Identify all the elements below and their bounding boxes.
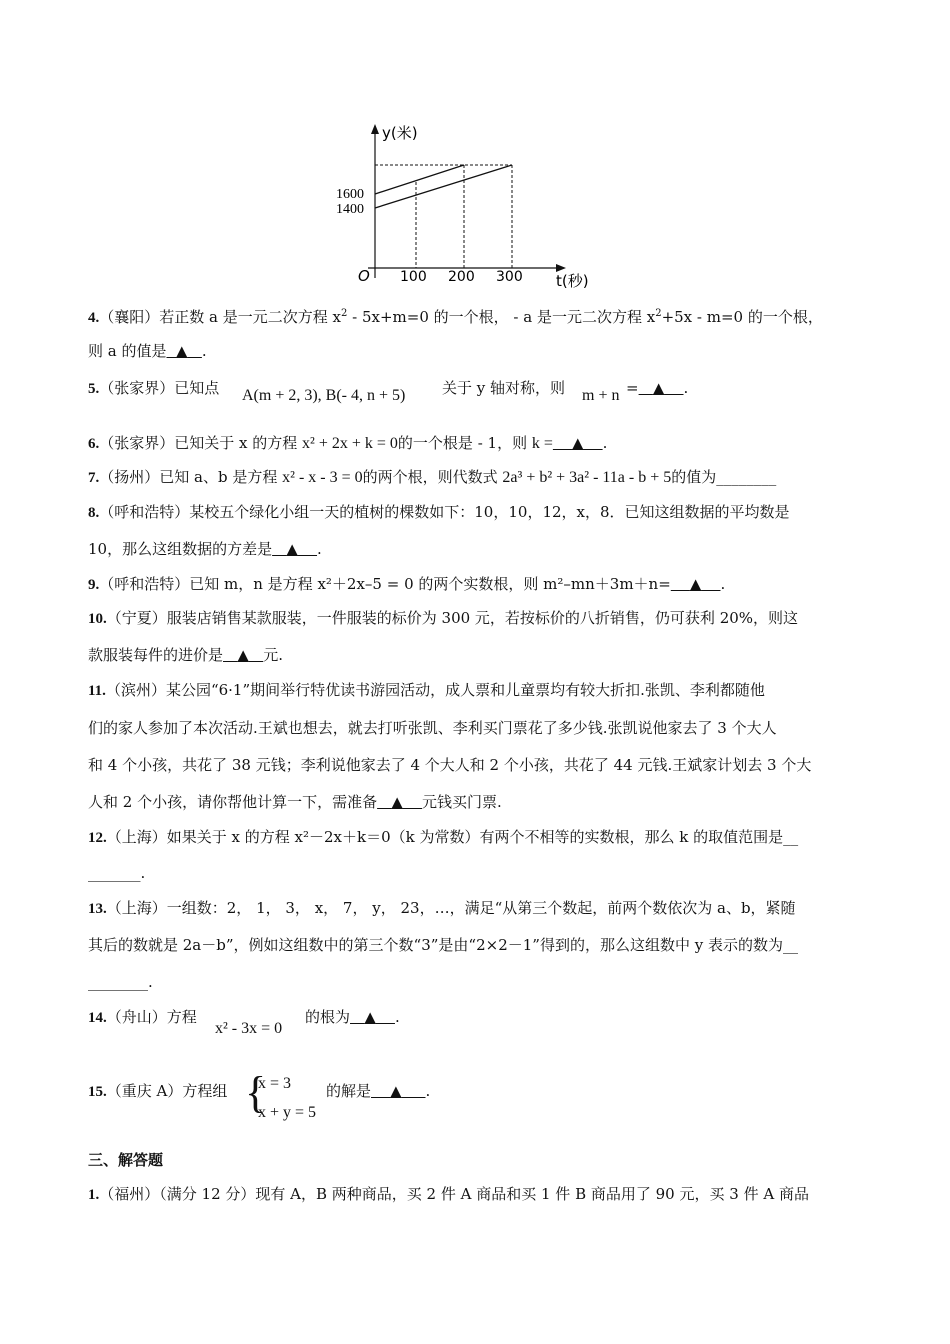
q8-number: 8. <box>88 505 100 521</box>
y-tick-1400: 1400 <box>336 202 364 217</box>
q9-number: 9. <box>88 577 100 593</box>
question-11-line4: 人和 2 个小孩，请你帮他计算一下，需准备 ▲ 元钱买门票. <box>88 793 502 811</box>
q6-number: 6. <box>88 436 100 452</box>
q5-expr: m + n <box>582 387 620 404</box>
q14-tail: 的根为 ▲ . <box>305 1008 400 1026</box>
x-tick-100: 100 <box>400 269 427 285</box>
q12-number: 12. <box>88 830 107 846</box>
answer-blank[interactable]: ▲ <box>364 1008 376 1026</box>
question-11-line2: 们的家人参加了本次活动.王斌也想去，就去打听张凯、李利买门票花了多少钱.张凯说他家去了 3 个大人 <box>88 719 777 737</box>
q7-expression: 2a³ + b² + 3a² - 11a - b + 5 <box>502 469 672 486</box>
answer-blank[interactable]: ▲ <box>391 793 403 811</box>
q7-equation: x² - x - 3 = 0 <box>282 469 363 486</box>
y-axis-label: y(米) <box>382 124 418 142</box>
q5-number: 5. <box>88 381 100 397</box>
x-tick-200: 200 <box>448 269 475 285</box>
question-11-line3: 和 4 个小孩，共花了 38 元钱；李利说他家去了 4 个大人和 2 个小孩，共花了 44 元钱.王斌家计划去 3 个大 <box>88 756 812 774</box>
y-axis-arrow <box>371 124 379 134</box>
question-12-line2: _______. <box>88 864 146 882</box>
q5-points: A(m + 2, 3), B(- 4, n + 5) <box>242 387 406 404</box>
x-axis-arrow <box>556 264 566 272</box>
q11-number: 11. <box>88 683 106 699</box>
question-6: 6.（张家界）已知关于 x 的方程 x² + 2x + k = 0的一个根是 - 1，则 k = ▲ . <box>88 434 608 452</box>
line-1600-start <box>375 165 464 194</box>
distance-time-graph <box>330 118 610 293</box>
p1-number: 1. <box>88 1187 100 1203</box>
question-10-line2: 款服装每件的进价是 ▲ 元. <box>88 646 283 664</box>
q5-mid: 关于 y 轴对称，则 <box>442 379 566 397</box>
q4-text-b: - 5x+m=0 的一个根， - a 是一元二次方程 x <box>347 308 656 326</box>
x-tick-300: 300 <box>496 269 523 285</box>
q4-line2: 则 a 的值是 <box>88 342 167 360</box>
q4-text-a: 若正数 a 是一元二次方程 x <box>159 308 341 326</box>
q13-number: 13. <box>88 901 107 917</box>
q4-number: 4. <box>88 310 100 326</box>
q7-number: 7. <box>88 470 100 486</box>
answer-blank[interactable]: ▲ <box>176 342 188 360</box>
question-13-line2: 其后的数就是 2a－b”，例如这组数中的第三个数“3”是由“2×2－1”得到的，那么这组数中 y 表示的数为__ <box>88 936 798 954</box>
section-title: 三、解答题 <box>88 1151 164 1169</box>
answer-blank[interactable]: ▲ <box>652 379 665 397</box>
q5-source: （张家界） <box>99 379 175 397</box>
question-7: 7.（扬州）已知 a、b 是方程 x² - x - 3 = 0的两个根，则代数式 2a³ + b² + 3a² - 11a - b + 5的值为________ <box>88 468 777 486</box>
question-4-line2: 则 a 的值是 ▲ . <box>88 342 207 360</box>
system-brace: { <box>245 1068 267 1117</box>
question-14: 14.（舟山）方程 <box>88 1008 197 1026</box>
problem-1: 1.（福州）（满分 12 分）现有 A，B 两种商品，买 2 件 A 商品和买 1 件 B 商品用了 90 元，买 3 件 A 商品 <box>88 1185 809 1203</box>
q15-tail: 的解是 ▲ . <box>326 1082 431 1100</box>
question-10: 10.（宁夏）服装店销售某款服装，一件服装的标价为 300 元，若按标价的八折销售，仍可获利 20%，则这 <box>88 609 799 627</box>
q15-eq2: x + y = 5 <box>258 1104 317 1121</box>
answer-blank[interactable]: ▲ <box>689 575 702 593</box>
question-13: 13.（上海）一组数：2， 1， 3， x， 7， y， 23，…，满足“从第三个数起，前两个数依次为 a、b，紧随 <box>88 899 796 917</box>
q14-equation: x² - 3x = 0 <box>215 1020 283 1037</box>
q5-pre: 已知点 <box>174 379 220 397</box>
answer-blank[interactable]: ▲ <box>237 646 249 664</box>
question-11: 11.（滨州）某公园“6·1”期间举行特优读书游园活动，成人票和儿童票均有较大折扣.张凯、李利都随他 <box>88 681 765 699</box>
question-9: 9.（呼和浩特）已知 m，n 是方程 x²＋2x–5 = 0 的两个实数根，则 m²–mn＋3m＋n= ▲ . <box>88 575 726 593</box>
q14-number: 14. <box>88 1010 107 1026</box>
y-tick-1600: 1600 <box>336 187 364 202</box>
answer-blank[interactable]: ▲ <box>571 434 584 452</box>
q4-text-c: +5x - m=0 的一个根， <box>661 308 823 326</box>
question-15: 15.（重庆 A）方程组 <box>88 1082 228 1100</box>
q4-source: （襄阳） <box>99 308 160 326</box>
q10-number: 10. <box>88 611 107 627</box>
question-8: 8.（呼和浩特）某校五个绿化小组一天的植树的棵数如下：10，10，12，x，8．已知这组数据的平均数是 <box>88 503 790 521</box>
question-4: 4.（襄阳）若正数 a 是一元二次方程 $x^2 - 5x+m=0$ 的一个根， - a 是一元二次方程 $x^2+5x - m=0$ 的一个根， <box>88 308 823 326</box>
origin-label: O <box>358 267 370 285</box>
question-5 <box>88 378 219 399</box>
answer-blank[interactable]: ▲ <box>286 540 298 558</box>
q5-tail: = ▲ . <box>626 379 689 397</box>
q15-number: 15. <box>88 1084 107 1100</box>
question-12: 12.（上海）如果关于 x 的方程 x²－2x＋k＝0（k 为常数）有两个不相等的实数根，那么 k 的取值范围是__ <box>88 828 799 846</box>
q6-equation: x² + 2x + k = 0 <box>302 435 398 452</box>
question-8-line2: 10，那么这组数据的方差是 ▲ . <box>88 540 322 558</box>
question-13-line3: ________. <box>88 973 153 991</box>
answer-blank[interactable]: ▲ <box>390 1082 402 1100</box>
q15-eq1: x = 3 <box>258 1075 292 1092</box>
x-axis-label: t(秒) <box>556 272 589 290</box>
